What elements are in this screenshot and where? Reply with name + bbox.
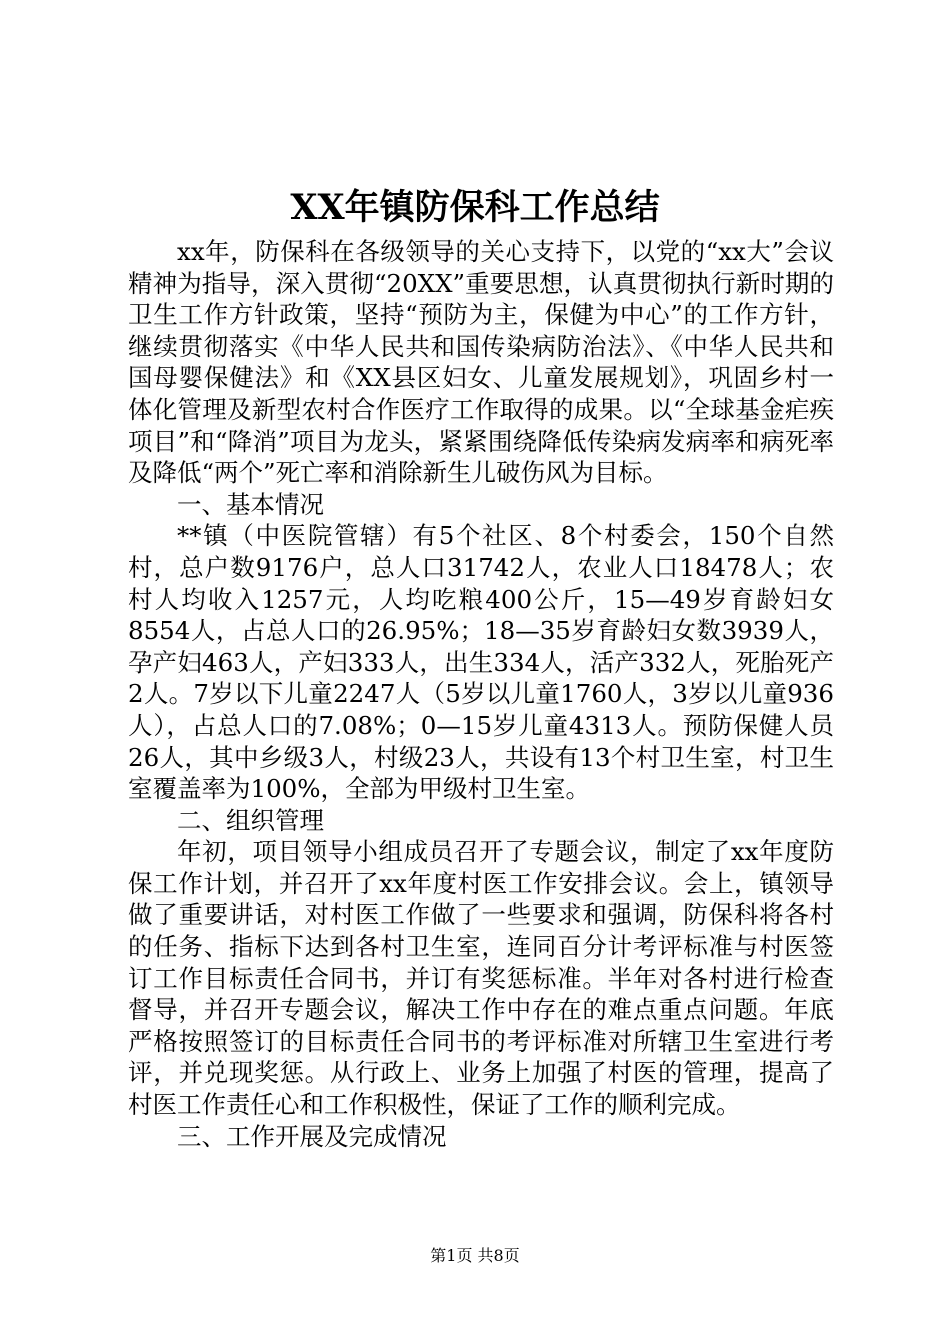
page-number: 第1页 共8页 (430, 1246, 520, 1265)
paragraph-intro: xx年，防保科在各级领导的关心支持下，以党的“xx大”会议精神为指导，深入贯彻“20XX”重要思想，认真贯彻执行新时期的卫生工作方针政策，坚持“预防为主，保健为中心”的工作方针，继续贯彻落实《中华人民共和国传染病防治法》、《中华人民共和国母婴保健法》和《XX县区妇女、儿童发展规划》，巩固乡村一体化管理及新型农村合作医疗工作取得的成果。以“全球基金疟疾项目”和“降消”项目为龙头，紧紧围绕降低传染病发病率和病死率及降低“两个”死亡率和消除新生儿破伤风为目标。 (128, 237, 834, 488)
paragraph-basic-situation: **镇（中医院管辖）有5个社区、8个村委会，150个自然村，总户数9176户，总人口31742人，农业人口18478人；农村人均收入1257元，人均吃粮400公斤，15—49岁育龄妇女8554人，占总人口的26.95%；18—35岁育龄妇女数3939人，孕产妇463人，产妇333人，出生334人，活产332人，死胎死产2人。7岁以下儿童2247人（5岁以儿童1760人，3岁以儿童936人），占总人口的7.08%；0—15岁儿童4313人。预防保健人员26人，其中乡级3人，村级23人，共设有13个村卫生室，村卫生室覆盖率为100%，全部为甲级村卫生室。 (128, 521, 834, 804)
document-body (128, 236, 834, 1152)
paragraph-organization: 年初，项目领导小组成员召开了专题会议，制定了xx年度防保工作计划，并召开了xx年度村医工作安排会议。会上，镇领导做了重要讲话，对村医工作做了一些要求和强调，防保科将各村的任务、指标下达到各村卫生室，连同百分计考评标准与村医签订工作目标责任合同书，并订有奖惩标准。半年对各村进行检查督导，并召开专题会议，解决工作中存在的难点重点问题。年底严格按照签订的目标责任合同书的考评标准对所辖卫生室进行考评，并兑现奖惩。从行政上、业务上加强了村医的管理，提高了村医工作责任心和工作积极性，保证了工作的顺利完成。 (128, 837, 834, 1120)
section-heading-basic-situation: 一、基本情况 (177, 489, 324, 519)
section-heading-work-progress: 三、工作开展及完成情况 (177, 1121, 447, 1151)
section-heading-organization: 二、组织管理 (177, 805, 324, 835)
document-title: XX年镇防保科工作总结 (290, 187, 660, 228)
